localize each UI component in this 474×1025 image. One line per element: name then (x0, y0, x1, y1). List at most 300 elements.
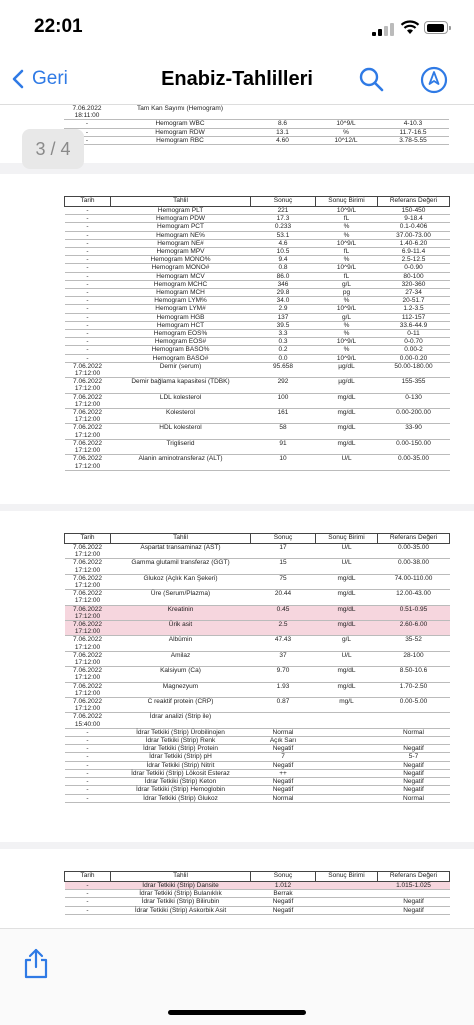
table-row (65, 906, 450, 914)
reference-cell: 0.00-150.00 (378, 439, 450, 454)
test-name-cell: İdrar Tetkiki (Strip) Nitrit (111, 761, 251, 769)
unit-cell: fL (316, 215, 378, 223)
date-cell: 7.06.2022 17:12:00 (65, 378, 111, 393)
unit-cell (316, 890, 378, 898)
test-name-cell: Kalsiyum (Ca) (111, 667, 251, 682)
reference-cell: 74.00-110.00 (378, 574, 450, 589)
date-cell: - (64, 136, 110, 144)
table-row (65, 559, 450, 574)
date-cell: - (65, 753, 111, 761)
unit-cell: fL (316, 272, 378, 280)
test-name-cell: Ürik asit (111, 621, 251, 636)
date-cell: 7.06.2022 17:12:00 (65, 590, 111, 605)
result-cell: 13.1 (250, 128, 315, 136)
result-cell: Negatif (251, 761, 316, 769)
date-cell: - (65, 264, 111, 272)
reference-cell: 0.00-2 (378, 346, 450, 354)
reference-cell (378, 890, 450, 898)
reference-cell: 150-450 (378, 207, 450, 215)
unit-cell (315, 105, 377, 120)
result-cell: 34.0 (251, 297, 316, 305)
result-cell: 75 (251, 574, 316, 589)
date-cell: - (65, 728, 111, 736)
result-cell: Normal (251, 728, 316, 736)
table-row (65, 393, 450, 408)
unit-cell: U/L (316, 651, 378, 666)
table-row (65, 313, 450, 321)
date-cell: - (65, 882, 111, 890)
test-name-cell: Üre (Serum/Plazma) (111, 590, 251, 605)
date-cell: - (65, 761, 111, 769)
reference-cell: 0.00-38.00 (378, 559, 450, 574)
reference-cell: 1.2-3.5 (378, 305, 450, 313)
date-cell: - (64, 128, 110, 136)
test-name-cell: Demir bağlama kapasitesi (TDBK) (111, 378, 251, 393)
test-name-cell: Hemogram PDW (111, 215, 251, 223)
table-row (65, 297, 450, 305)
column-header: Sonuç (251, 197, 316, 207)
table-row (65, 590, 450, 605)
navigation-bar (0, 56, 474, 105)
results-table-page-4 (64, 871, 450, 915)
table-row (65, 439, 450, 454)
date-cell: - (65, 223, 111, 231)
search-icon[interactable] (358, 66, 384, 92)
reference-cell: 33-90 (378, 424, 450, 439)
result-cell: 0.8 (251, 264, 316, 272)
result-cell: 17.3 (251, 215, 316, 223)
result-cell: 29.8 (251, 289, 316, 297)
unit-cell: % (316, 256, 378, 264)
result-cell: 8.6 (250, 120, 315, 128)
unit-cell: mg/dL (316, 621, 378, 636)
result-cell: 0.87 (251, 698, 316, 713)
test-name-cell: İdrar Tetkiki (Strip) Renk (111, 737, 251, 745)
test-name-cell: Kolesterol (111, 409, 251, 424)
cellular-signal-icon (372, 22, 394, 36)
table-row (65, 248, 450, 256)
reference-cell: 0-130 (378, 393, 450, 408)
date-cell: - (65, 906, 111, 914)
document-view[interactable] (0, 105, 474, 928)
page-indicator: 3 / 4 (22, 129, 84, 169)
reference-cell: 0.51-0.95 (378, 605, 450, 620)
test-name-cell: Hemogram RDW (110, 128, 250, 136)
date-cell: - (64, 120, 110, 128)
column-header: Sonuç Birimi (316, 872, 378, 882)
date-cell: 7.06.2022 17:12:00 (65, 362, 111, 377)
unit-cell: U/L (316, 455, 378, 470)
table-row (65, 728, 450, 736)
reference-cell: 9-18.4 (378, 215, 450, 223)
result-cell: 137 (251, 313, 316, 321)
status-time: 22:01 (34, 16, 83, 37)
test-name-cell: Albümin (111, 636, 251, 651)
table-row (65, 346, 450, 354)
reference-cell: 80-100 (378, 272, 450, 280)
column-header: Sonuç Birimi (316, 197, 378, 207)
table-row (65, 882, 450, 890)
test-name-cell: Kreatinin (111, 605, 251, 620)
unit-cell: 10^9/L (316, 354, 378, 362)
reference-cell: 0.1-0.406 (378, 223, 450, 231)
unit-cell: g/L (316, 636, 378, 651)
test-name-cell: Hemogram MCHC (111, 280, 251, 288)
result-cell: 1.012 (251, 882, 316, 890)
column-header: Tahlil (111, 197, 251, 207)
test-name-cell: İdrar Tetkiki (Strip) Glukoz (111, 794, 251, 802)
table-row (65, 289, 450, 297)
date-cell: - (65, 313, 111, 321)
table-row (65, 305, 450, 313)
share-icon[interactable] (22, 947, 50, 979)
unit-cell: mg/dL (316, 409, 378, 424)
test-name-cell: İdrar Tetkiki (Strip) Hemoglobin (111, 786, 251, 794)
unit-cell (316, 737, 378, 745)
date-cell: 7.06.2022 17:12:00 (65, 409, 111, 424)
test-name-cell: Hemogram BASO% (111, 346, 251, 354)
table-row (65, 651, 450, 666)
unit-cell: % (316, 321, 378, 329)
result-cell (251, 713, 316, 728)
test-name-cell: Demir (serum) (111, 362, 251, 377)
date-cell: - (65, 231, 111, 239)
table-row (65, 667, 450, 682)
column-header: Tarih (65, 534, 111, 544)
result-cell: 86.0 (251, 272, 316, 280)
test-name-cell: İdrar Tetkiki (Strip) Protein (111, 745, 251, 753)
unit-cell: mg/dL (316, 393, 378, 408)
table-row (65, 698, 450, 713)
date-cell: - (65, 737, 111, 745)
table-row (65, 264, 450, 272)
test-name-cell: Alanin aminotransferaz (ALT) (111, 455, 251, 470)
test-name-cell: Hemogram MCV (111, 272, 251, 280)
date-cell: 7.06.2022 18:11:00 (64, 105, 110, 120)
unit-cell (316, 728, 378, 736)
test-name-cell: Hemogram LYM# (111, 305, 251, 313)
unit-cell: 10^9/L (316, 207, 378, 215)
test-name-cell: Aspartat transaminaz (AST) (111, 544, 251, 559)
reference-cell: 8.50-10.6 (378, 667, 450, 682)
date-cell: 7.06.2022 17:12:00 (65, 544, 111, 559)
column-header: Sonuç Birimi (316, 534, 378, 544)
result-cell: Berrak (251, 890, 316, 898)
table-row (65, 256, 450, 264)
reference-cell: 0-0.90 (378, 264, 450, 272)
table-row (65, 769, 450, 777)
pdf-page-4 (0, 849, 474, 928)
date-cell: - (65, 338, 111, 346)
date-cell: 7.06.2022 17:12:00 (65, 682, 111, 697)
results-table-page-3 (64, 533, 450, 803)
result-cell: Negatif (251, 786, 316, 794)
result-cell: 0.2 (251, 346, 316, 354)
table-row (64, 128, 449, 136)
reference-cell: 112-157 (378, 313, 450, 321)
back-label: Geri (32, 68, 68, 89)
table-row (65, 362, 450, 377)
test-name-cell: Hemogram PLT (111, 207, 251, 215)
table-row (65, 455, 450, 470)
unit-cell: pg (316, 289, 378, 297)
result-cell: 221 (251, 207, 316, 215)
result-cell: 58 (251, 424, 316, 439)
table-row (65, 786, 450, 794)
date-cell: 7.06.2022 17:12:00 (65, 559, 111, 574)
table-row (65, 890, 450, 898)
unit-cell: mg/dL (316, 590, 378, 605)
result-cell: 95.658 (251, 362, 316, 377)
table-row (65, 898, 450, 906)
test-name-cell: Glukoz (Açlık Kan Şekeri) (111, 574, 251, 589)
result-cell: 0.3 (251, 338, 316, 346)
result-cell: 10 (251, 455, 316, 470)
result-cell: Negatif (251, 898, 316, 906)
date-cell: - (65, 745, 111, 753)
reference-cell: Negatif (378, 769, 450, 777)
result-cell: 10.5 (251, 248, 316, 256)
date-cell: 7.06.2022 17:12:00 (65, 698, 111, 713)
reference-cell: 0-11 (378, 330, 450, 338)
reference-cell: 27-34 (378, 289, 450, 297)
test-name-cell: Hemogram PCT (111, 223, 251, 231)
column-header: Sonuç (251, 534, 316, 544)
result-cell: 2.9 (251, 305, 316, 313)
unit-cell: % (316, 223, 378, 231)
result-cell: Negatif (251, 745, 316, 753)
test-name-cell: Hemogram EOS# (111, 338, 251, 346)
reference-cell: 6.9-11.4 (378, 248, 450, 256)
date-cell: - (65, 280, 111, 288)
reference-cell: 0.00-35.00 (378, 544, 450, 559)
date-cell: 7.06.2022 17:12:00 (65, 605, 111, 620)
reference-cell: 2.5-12.5 (378, 256, 450, 264)
table-row (65, 239, 450, 247)
unit-cell: g/L (316, 313, 378, 321)
results-table-page-2 (64, 196, 450, 471)
unit-cell (316, 906, 378, 914)
table-row (65, 753, 450, 761)
table-row (65, 321, 450, 329)
unit-cell: % (315, 128, 377, 136)
table-row (64, 136, 449, 144)
reference-cell: 0.00-5.00 (378, 698, 450, 713)
test-name-cell: Hemogram MCH (111, 289, 251, 297)
date-cell: 7.06.2022 17:12:00 (65, 455, 111, 470)
reference-cell (378, 713, 450, 728)
date-cell: - (65, 898, 111, 906)
test-name-cell: Hemogram LYM% (111, 297, 251, 305)
reference-cell: Negatif (378, 745, 450, 753)
date-cell: 7.06.2022 17:12:00 (65, 393, 111, 408)
result-cell (250, 105, 315, 120)
result-cell: Negatif (251, 778, 316, 786)
table-row (65, 280, 450, 288)
column-header: Sonuç (251, 872, 316, 882)
test-name-cell: Hemogram RBC (110, 136, 250, 144)
reference-cell: 5-7 (378, 753, 450, 761)
unit-cell (316, 778, 378, 786)
date-cell: - (65, 330, 111, 338)
date-cell: - (65, 297, 111, 305)
test-name-cell: Trigliserid (111, 439, 251, 454)
result-cell: 346 (251, 280, 316, 288)
unit-cell: mg/dL (316, 605, 378, 620)
unit-cell: µg/dL (316, 362, 378, 377)
unit-cell: % (316, 330, 378, 338)
date-cell: 7.06.2022 17:12:00 (65, 651, 111, 666)
reference-cell: 0.00-200.00 (378, 409, 450, 424)
wifi-icon (400, 19, 420, 35)
unit-cell (316, 761, 378, 769)
reference-cell: Negatif (378, 906, 450, 914)
table-row (65, 409, 450, 424)
reference-cell: 0.00-35.00 (378, 455, 450, 470)
date-cell: - (65, 272, 111, 280)
result-cell: 0.0 (251, 354, 316, 362)
table-row (65, 737, 450, 745)
date-cell: 7.06.2022 17:12:00 (65, 621, 111, 636)
test-name-cell: İdrar Tetkiki (Strip) Keton (111, 778, 251, 786)
unit-cell: mg/dL (316, 682, 378, 697)
table-row (65, 713, 450, 728)
test-name-cell: Tam Kan Sayımı (Hemogram) (110, 105, 250, 120)
result-cell: 91 (251, 439, 316, 454)
test-name-cell: İdrar Tetkiki (Strip) Bulanıklık (111, 890, 251, 898)
test-name-cell: Hemogram HGB (111, 313, 251, 321)
date-cell: - (65, 289, 111, 297)
date-cell: 7.06.2022 17:12:00 (65, 667, 111, 682)
reference-cell: Normal (378, 794, 450, 802)
status-bar (0, 0, 474, 56)
reference-cell: 1.70-2.50 (378, 682, 450, 697)
unit-cell: 10^9/L (315, 120, 377, 128)
table-row (65, 682, 450, 697)
reference-cell: 0-0.70 (378, 338, 450, 346)
table-row (65, 778, 450, 786)
table-row (65, 338, 450, 346)
result-cell: 161 (251, 409, 316, 424)
table-row (65, 621, 450, 636)
unit-cell: 10^12/L (315, 136, 377, 144)
result-cell: 9.70 (251, 667, 316, 682)
date-cell: - (65, 794, 111, 802)
reference-cell: 20-51.7 (378, 297, 450, 305)
result-cell: 292 (251, 378, 316, 393)
reference-cell: 50.00-180.00 (378, 362, 450, 377)
date-cell: - (65, 786, 111, 794)
reference-cell (378, 737, 450, 745)
table-row (65, 354, 450, 362)
result-cell: Negatif (251, 906, 316, 914)
unit-cell (316, 882, 378, 890)
result-cell: ++ (251, 769, 316, 777)
reference-cell: 1.015-1.025 (378, 882, 450, 890)
result-cell: 53.1 (251, 231, 316, 239)
result-cell: 2.5 (251, 621, 316, 636)
result-cell: 37 (251, 651, 316, 666)
unit-cell (316, 794, 378, 802)
home-indicator[interactable] (168, 1010, 306, 1015)
table-row (65, 574, 450, 589)
unit-cell (316, 745, 378, 753)
table-row (65, 215, 450, 223)
unit-cell: g/L (316, 280, 378, 288)
result-cell: 15 (251, 559, 316, 574)
reference-cell: Negatif (378, 761, 450, 769)
page-title: Enabiz-Tahlilleri (161, 68, 313, 90)
reference-cell: 4-10.3 (377, 120, 449, 128)
test-name-cell: İdrar Tetkiki (Strip) Askorbik Asit (111, 906, 251, 914)
unit-cell: 10^9/L (316, 338, 378, 346)
unit-cell: mg/dL (316, 667, 378, 682)
unit-cell (316, 898, 378, 906)
unit-cell: fL (316, 248, 378, 256)
table-row (65, 223, 450, 231)
date-cell: - (65, 354, 111, 362)
result-cell: Normal (251, 794, 316, 802)
table-row (65, 330, 450, 338)
reference-cell: 1.40-6.20 (378, 239, 450, 247)
result-cell: 47.43 (251, 636, 316, 651)
date-cell: - (65, 778, 111, 786)
table-row (65, 745, 450, 753)
unit-cell: mg/dL (316, 424, 378, 439)
column-header: Tahlil (111, 872, 251, 882)
test-name-cell: LDL kolesterol (111, 393, 251, 408)
reference-cell: 0.00-0.20 (378, 354, 450, 362)
test-name-cell: Gamma glutamil transferaz (GGT) (111, 559, 251, 574)
unit-cell (316, 713, 378, 728)
result-cell: Açık Sarı (251, 737, 316, 745)
test-name-cell: Hemogram WBC (110, 120, 250, 128)
table-row (65, 207, 450, 215)
test-name-cell: Hemogram NE# (111, 239, 251, 247)
column-header: Tarih (65, 197, 111, 207)
table-row (64, 105, 449, 120)
unit-cell (316, 753, 378, 761)
reference-cell: 155-355 (378, 378, 450, 393)
test-name-cell: İdrar Tetkiki (Strip) Lökosit Esteraz (111, 769, 251, 777)
column-header: Referans Değeri (378, 872, 450, 882)
table-row (65, 231, 450, 239)
battery-icon (424, 21, 448, 34)
test-name-cell: C reaktif protein (CRP) (111, 698, 251, 713)
result-cell: 4.6 (251, 239, 316, 247)
test-name-cell: Hemogram MONO% (111, 256, 251, 264)
date-cell: - (65, 305, 111, 313)
reference-cell: 2.60-6.00 (378, 621, 450, 636)
unit-cell: U/L (316, 559, 378, 574)
reference-cell: Negatif (378, 778, 450, 786)
unit-cell (316, 786, 378, 794)
column-header: Referans Değeri (378, 197, 450, 207)
unit-cell: U/L (316, 544, 378, 559)
result-cell: 3.3 (251, 330, 316, 338)
test-name-cell: Hemogram MPV (111, 248, 251, 256)
result-cell: 39.5 (251, 321, 316, 329)
result-cell: 0.45 (251, 605, 316, 620)
test-name-cell: İdrar analizi (Strip ile) (111, 713, 251, 728)
pdf-page-3 (0, 511, 474, 842)
reference-cell: 28-100 (378, 651, 450, 666)
result-cell: 0.233 (251, 223, 316, 231)
markup-pen-icon[interactable] (420, 66, 448, 94)
reference-cell: 35-52 (378, 636, 450, 651)
column-header: Referans Değeri (378, 534, 450, 544)
test-name-cell: Magnezyum (111, 682, 251, 697)
